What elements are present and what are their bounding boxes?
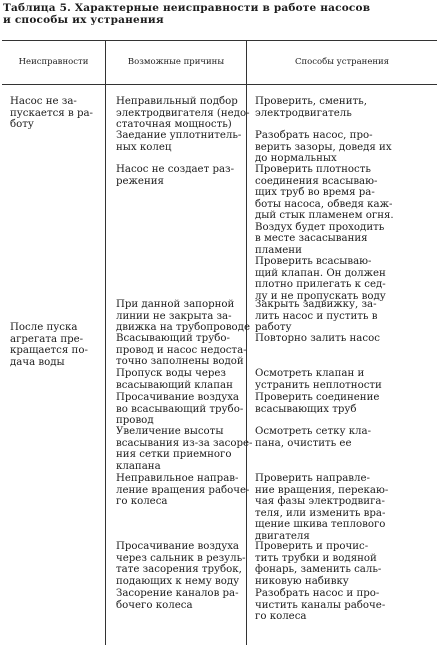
cause-10: Просачивание воздуха через сальник в резуль- тате засорения трубок, подающих к нему воду [116, 541, 246, 587]
remedy-2: Разобрать насос, про- верить зазоры, доведя их до нормальных [255, 130, 392, 164]
remedy-7: Осмотреть клапан и устранить неплотности [255, 368, 382, 391]
cause-5: Всасывающий трубо- провод и насос недоста- точно заполнены водой [116, 333, 247, 367]
table-top-rule [2, 40, 437, 41]
remedy-3: Проверить плотность соединения всасываю- щих труб во время ра- боты насоса, обведя каж- дый стык пламенем огня. Воздух будет проходить в месте засасывания пламени [255, 164, 394, 256]
cause-3: Насос не создает раз- режения [116, 164, 235, 187]
remedy-12: Разобрать насос и про- чистить каналы рабоче- го колеса [255, 588, 386, 622]
cause-9: Неправильное направ- ление вращения рабоче- го колеса [116, 473, 250, 507]
remedy-5: Закрыть задвижку, за- лить насос и пустить в работу [255, 299, 378, 333]
header-faults: Неисправности [18, 57, 89, 67]
fault-no-start: Насос не за- пускается в ра- боту [10, 96, 93, 130]
column-divider-1 [105, 40, 106, 645]
remedy-8: Проверить соединение всасывающих труб [255, 392, 380, 415]
table-title-line-1: Таблица 5. Характерные неисправности в работе насосов [3, 2, 371, 14]
table-title [3, 2, 435, 26]
remedy-1: Проверить, сменить, электродвигатель [255, 96, 367, 119]
cause-4: При данной запорной линии не закрыта за- движка на трубопроводе [116, 299, 250, 333]
remedy-6: Повторно залить насос [255, 333, 380, 344]
remedy-4: Проверить всасываю- щий клапан. Он должен плотно прилегать к сед- лу и не пропускать воду [255, 256, 386, 302]
header-bottom-rule [2, 84, 437, 85]
cause-7: Просачивание воздуха во всасывающий трубо- провод [116, 392, 244, 426]
cause-6: Пропуск воды через всасывающий клапан [116, 368, 233, 391]
remedy-10: Проверить направле- ние вращения, перекаю- чая фазы электродвига- теля, или изменить вра- щение шкива теплового двигателя [255, 473, 389, 542]
cause-1: Неправильный подбор электродвигателя (недо- статочная мощность) [116, 96, 250, 130]
remedy-9: Осмотреть сетку кла- пана, очистить ее [255, 426, 372, 449]
header-remedies: Способы устранения [294, 57, 390, 67]
fault-water-stops: После пуска агрегата пре- кращается по- дача воды [10, 322, 88, 368]
header-causes: Возможные причины [127, 57, 225, 67]
cause-11: Засорение каналов ра- бочего колеса [116, 588, 239, 611]
remedy-11: Проверить и прочис- тить трубки и водяной фонарь, заменить саль- никовую набивку [255, 541, 382, 587]
cause-8: Увеличение высоты всасывания из-за засоре- ния сетки приемного клапана [116, 426, 253, 472]
cause-2: Заедание уплотнитель- ных колец [116, 130, 242, 153]
table-title-line-2: и способы их устранения [3, 14, 164, 26]
